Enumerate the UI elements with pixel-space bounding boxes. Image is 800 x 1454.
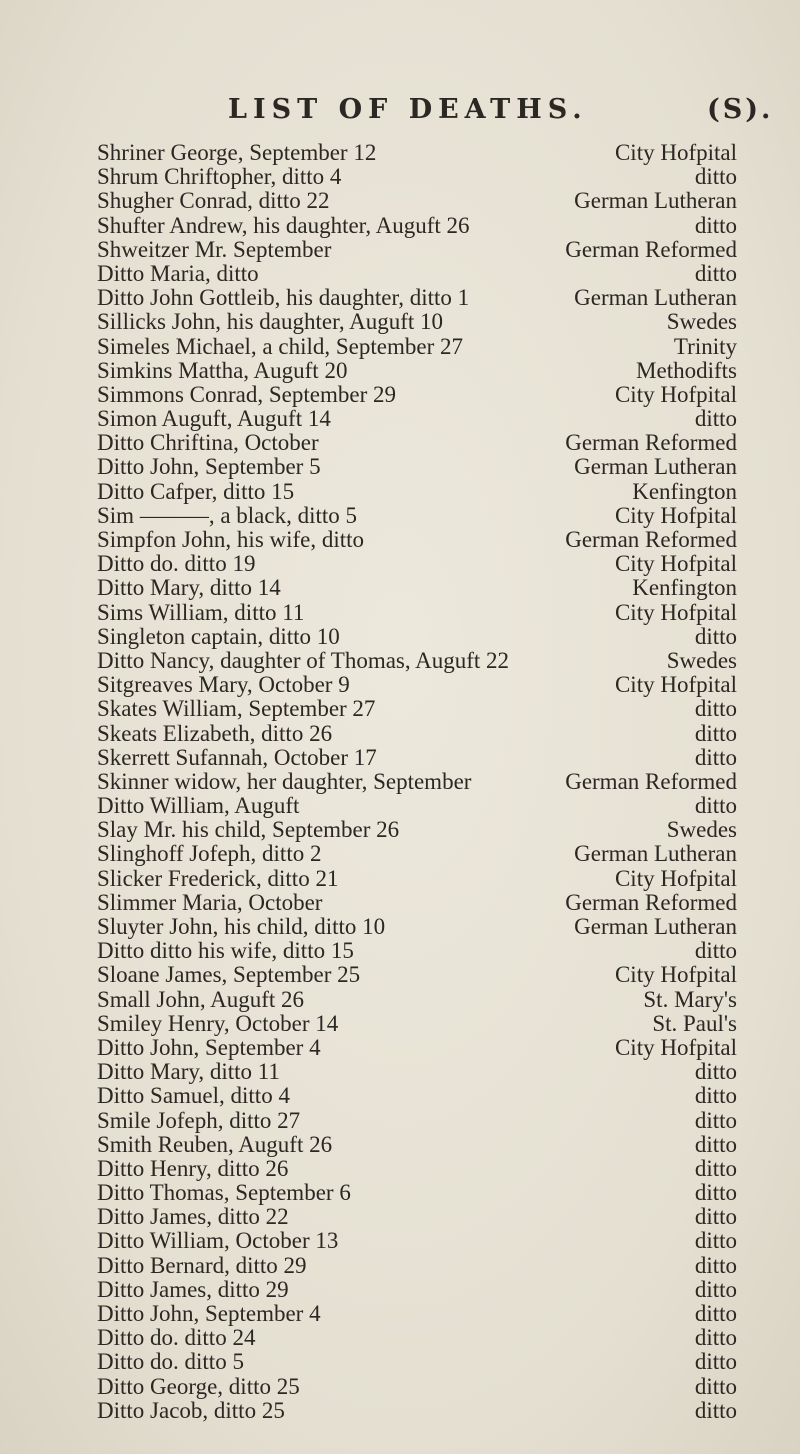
entry-name: Ditto Henry, ditto 26 bbox=[97, 1155, 289, 1181]
entry-burial-place: ditto bbox=[694, 938, 737, 964]
list-item bbox=[0, 648, 800, 672]
entry-burial-place: ditto bbox=[694, 1059, 737, 1085]
entry-name: Ditto Mary, ditto 14 bbox=[97, 575, 281, 601]
section-letter: (S). bbox=[707, 94, 774, 125]
entry-burial-place: ditto bbox=[694, 1204, 737, 1230]
list-item bbox=[0, 987, 800, 1011]
entry-name: Sim ———, a black, ditto 5 bbox=[97, 502, 358, 528]
list-item bbox=[0, 575, 800, 599]
entry-name: Ditto William, October 13 bbox=[97, 1228, 339, 1254]
list-item bbox=[0, 309, 800, 333]
list-item bbox=[0, 1156, 800, 1180]
entry-burial-place: Kenfington bbox=[632, 478, 737, 504]
entry-name: Skinner widow, her daughter, September bbox=[97, 768, 472, 794]
list-item bbox=[0, 817, 800, 841]
page-header bbox=[0, 93, 800, 133]
entry-burial-place: ditto bbox=[694, 1131, 737, 1157]
list-item bbox=[0, 527, 800, 551]
entry-name: Ditto ditto his wife, ditto 15 bbox=[97, 938, 354, 964]
entry-burial-place: City Hofpital bbox=[614, 1034, 737, 1060]
list-item bbox=[0, 841, 800, 865]
entry-burial-place: ditto bbox=[694, 1180, 737, 1206]
entry-name: Sims William, ditto 11 bbox=[97, 599, 305, 625]
entry-burial-place: ditto bbox=[694, 1083, 737, 1109]
list-item bbox=[0, 890, 800, 914]
entry-name: Shugher Conrad, ditto 22 bbox=[97, 188, 330, 214]
entry-burial-place: German Lutheran bbox=[574, 914, 737, 939]
entry-burial-place: City Hofpital bbox=[614, 140, 737, 165]
list-item bbox=[0, 672, 800, 696]
list-item bbox=[0, 962, 800, 986]
entry-name: Simon Auguft, Auguft 14 bbox=[97, 406, 331, 432]
list-item bbox=[0, 503, 800, 527]
list-item bbox=[0, 430, 800, 454]
entry-burial-place: ditto bbox=[694, 212, 737, 238]
entry-name: Shrum Chriftopher, ditto 4 bbox=[97, 164, 342, 190]
entry-name: Ditto Samuel, ditto 4 bbox=[97, 1083, 290, 1109]
list-item bbox=[0, 551, 800, 575]
entry-name: Ditto James, ditto 22 bbox=[97, 1204, 289, 1230]
entry-burial-place: ditto bbox=[694, 164, 737, 190]
entry-burial-place: Swedes bbox=[666, 309, 737, 335]
entry-name: Ditto George, ditto 25 bbox=[97, 1373, 300, 1399]
entry-burial-place: ditto bbox=[694, 623, 737, 649]
list-item bbox=[0, 793, 800, 817]
entry-name: Ditto John, September 5 bbox=[97, 454, 321, 480]
entry-name: Ditto Bernard, ditto 29 bbox=[97, 1252, 307, 1278]
entry-name: Shweitzer Mr. September bbox=[97, 236, 332, 262]
entry-burial-place: Swedes bbox=[666, 647, 737, 673]
entry-burial-place: ditto bbox=[694, 744, 737, 770]
entry-name: Ditto Jacob, ditto 25 bbox=[97, 1397, 285, 1423]
list-item bbox=[0, 1035, 800, 1059]
entry-burial-place: German Lutheran bbox=[574, 454, 737, 480]
entry-burial-place: ditto bbox=[694, 1397, 737, 1423]
entry-name: Ditto John Gottleib, his daughter, ditto 1 bbox=[97, 285, 470, 311]
entry-burial-place: ditto bbox=[694, 406, 737, 432]
entry-burial-place: ditto bbox=[694, 1155, 737, 1181]
entry-burial-place: Swedes bbox=[666, 817, 737, 843]
entry-name: Ditto Mary, ditto 11 bbox=[97, 1059, 280, 1085]
entry-name: Skeats Elizabeth, ditto 26 bbox=[97, 720, 333, 746]
entry-name: Ditto John, September 4 bbox=[97, 1301, 321, 1326]
list-item bbox=[0, 1083, 800, 1107]
list-item bbox=[0, 358, 800, 382]
entry-burial-place: City Hofpital bbox=[614, 672, 737, 698]
list-item bbox=[0, 1204, 800, 1228]
entry-name: Ditto do. ditto 19 bbox=[97, 551, 256, 577]
entry-name: Ditto William, Auguft bbox=[97, 793, 300, 819]
entry-name: Simpfon John, his wife, ditto bbox=[97, 527, 365, 552]
list-item bbox=[0, 1132, 800, 1156]
list-item bbox=[0, 188, 800, 212]
list-item bbox=[0, 1349, 800, 1373]
entry-name: Sluyter John, his child, ditto 10 bbox=[97, 914, 386, 939]
entry-burial-place: St. Paul's bbox=[652, 1010, 737, 1036]
list-item bbox=[0, 696, 800, 720]
list-item bbox=[0, 1228, 800, 1252]
entry-name: Simeles Michael, a child, September 27 bbox=[97, 333, 463, 359]
list-item bbox=[0, 334, 800, 358]
list-item bbox=[0, 1277, 800, 1301]
entry-burial-place: German Reformed bbox=[565, 430, 737, 456]
entry-burial-place: German Lutheran bbox=[574, 188, 737, 214]
list-item bbox=[0, 1301, 800, 1325]
entry-burial-place: ditto bbox=[694, 1349, 737, 1375]
entry-name: Shriner George, September 12 bbox=[97, 140, 377, 165]
list-item bbox=[0, 600, 800, 624]
list-item bbox=[0, 721, 800, 745]
entry-burial-place: ditto bbox=[694, 1252, 737, 1278]
entry-burial-place: St. Mary's bbox=[643, 986, 737, 1012]
entry-name: Singleton captain, ditto 10 bbox=[97, 623, 340, 649]
list-item bbox=[0, 237, 800, 261]
page-title: LIST OF DEATHS. bbox=[228, 94, 588, 125]
entry-burial-place: ditto bbox=[694, 1107, 737, 1133]
entry-burial-place: City Hofpital bbox=[614, 865, 737, 891]
list-item bbox=[0, 866, 800, 890]
entry-name: Sloane James, September 25 bbox=[97, 962, 361, 988]
entry-burial-place: ditto bbox=[694, 260, 737, 286]
entry-burial-place: ditto bbox=[694, 1325, 737, 1351]
list-item bbox=[0, 454, 800, 478]
list-item bbox=[0, 382, 800, 406]
entry-burial-place: ditto bbox=[694, 793, 737, 819]
entry-name: Ditto James, ditto 29 bbox=[97, 1276, 289, 1302]
entry-name: Ditto Thomas, September 6 bbox=[97, 1180, 351, 1206]
list-item bbox=[0, 479, 800, 503]
entry-burial-place: German Reformed bbox=[565, 527, 737, 552]
list-item bbox=[0, 1374, 800, 1398]
entry-burial-place: ditto bbox=[694, 720, 737, 746]
list-item bbox=[0, 938, 800, 962]
entry-name: Ditto do. ditto 5 bbox=[97, 1349, 244, 1375]
list-item bbox=[0, 1180, 800, 1204]
list-item bbox=[0, 213, 800, 237]
list-item bbox=[0, 624, 800, 648]
entry-burial-place: City Hofpital bbox=[614, 599, 737, 625]
entry-name: Ditto John, September 4 bbox=[97, 1034, 321, 1060]
list-item bbox=[0, 261, 800, 285]
entry-name: Ditto Cafper, ditto 15 bbox=[97, 478, 295, 504]
entry-burial-place: City Hofpital bbox=[614, 551, 737, 577]
entry-burial-place: Kenfington bbox=[632, 575, 737, 601]
list-item bbox=[0, 406, 800, 430]
entry-name: Skates William, September 27 bbox=[97, 696, 376, 722]
list-item bbox=[0, 285, 800, 309]
entry-name: Shufter Andrew, his daughter, Auguft 26 bbox=[97, 212, 470, 238]
entry-burial-place: ditto bbox=[694, 696, 737, 722]
list-item bbox=[0, 1253, 800, 1277]
entry-name: Smiley Henry, October 14 bbox=[97, 1010, 339, 1036]
entry-burial-place: City Hofpital bbox=[614, 381, 737, 407]
list-item bbox=[0, 769, 800, 793]
entry-name: Sillicks John, his daughter, Auguft 10 bbox=[97, 309, 443, 335]
list-item bbox=[0, 1398, 800, 1422]
entry-burial-place: Trinity bbox=[673, 333, 737, 359]
entry-name: Slimmer Maria, October bbox=[97, 889, 323, 915]
entry-name: Sitgreaves Mary, October 9 bbox=[97, 672, 350, 698]
entry-burial-place: City Hofpital bbox=[614, 502, 737, 528]
list-item bbox=[0, 1011, 800, 1035]
entry-name: Simkins Mattha, Auguft 20 bbox=[97, 357, 348, 383]
entry-name: Simmons Conrad, September 29 bbox=[97, 381, 396, 407]
entry-name: Slicker Frederick, ditto 21 bbox=[97, 865, 339, 891]
entry-burial-place: ditto bbox=[694, 1301, 737, 1326]
list-item bbox=[0, 914, 800, 938]
entry-name: Smith Reuben, Auguft 26 bbox=[97, 1131, 333, 1157]
list-item bbox=[0, 1059, 800, 1083]
entry-name: Small John, Auguft 26 bbox=[97, 986, 305, 1012]
list-item bbox=[0, 1108, 800, 1132]
entry-name: Ditto Chriftina, October bbox=[97, 430, 319, 456]
entry-name: Smile Jofeph, ditto 27 bbox=[97, 1107, 301, 1133]
entry-burial-place: German Reformed bbox=[565, 889, 737, 915]
entry-burial-place: City Hofpital bbox=[614, 962, 737, 988]
entry-burial-place: ditto bbox=[694, 1373, 737, 1399]
death-list bbox=[0, 140, 800, 1422]
list-item bbox=[0, 1325, 800, 1349]
entry-burial-place: German Reformed bbox=[565, 236, 737, 262]
entry-name: Ditto Nancy, daughter of Thomas, Auguft 22 bbox=[97, 647, 510, 673]
entry-burial-place: Methodifts bbox=[636, 357, 737, 383]
entry-burial-place: ditto bbox=[694, 1276, 737, 1302]
list-item bbox=[0, 164, 800, 188]
entry-burial-place: German Lutheran bbox=[574, 285, 737, 311]
entry-name: Ditto Maria, ditto bbox=[97, 260, 259, 286]
list-item bbox=[0, 745, 800, 769]
entry-burial-place: ditto bbox=[694, 1228, 737, 1254]
entry-burial-place: German Reformed bbox=[565, 768, 737, 794]
list-item bbox=[0, 140, 800, 164]
entry-name: Slay Mr. his child, September 26 bbox=[97, 817, 400, 843]
entry-burial-place: German Lutheran bbox=[574, 841, 737, 867]
entry-name: Ditto do. ditto 24 bbox=[97, 1325, 256, 1351]
entry-name: Skerrett Sufannah, October 17 bbox=[97, 744, 377, 770]
entry-name: Slinghoff Jofeph, ditto 2 bbox=[97, 841, 322, 867]
